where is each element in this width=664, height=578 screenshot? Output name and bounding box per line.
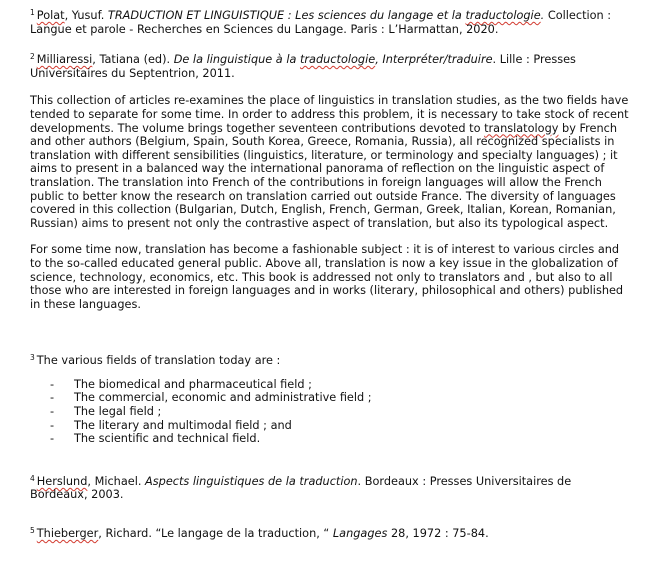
body-paragraph-2: For some time now, translation has become a fashionable subject : it is of interest to various circles and to the so-called educated general public. Above all, translation is now a key issue in the globalization of science, technology, economics, etc. This book is addressed not only to translators and , but also to all those who are interested in foreign languages and in works (literary, philosophical and others) published in these languages. bbox=[30, 243, 624, 311]
footnote-marker: 3 bbox=[30, 353, 35, 363]
list-item: - The literary and multimodal field ; and bbox=[50, 418, 292, 432]
list-item: - The biomedical and pharmaceutical field ; bbox=[50, 377, 312, 391]
misspelled-word[interactable]: Thieberger bbox=[36, 527, 99, 541]
footnote-3-intro: $^3$ The various fields of translation today are : bbox=[30, 353, 281, 368]
misspelled-word[interactable]: translatology bbox=[484, 121, 559, 135]
footnote-marker: 4 bbox=[30, 473, 35, 483]
footnote-marker: 2 bbox=[30, 52, 35, 62]
body-paragraph-1: This collection of articles re-examines the place of linguistics in translation studies, as the two fields have tended to separate for some time. In order to address this problem, it is necessary to take stock of recent developments. The volume brings together seventeen contributions devoted to translatology by French and other authors (Belgium, Spain, South Korea, Greece, Romania, Russia), all recognized specialists in translation with different sensibilities (linguistics, literature, or terminology and specialty languages) ; it aims to present in a balanced way the international panorama of reflection on the linguistic aspect of translation. The translation into French of the contributions in foreign languages will allow the French public to better know the research on translation carried out outside France. The diversity of languages covered in this collection (Bulgarian, Dutch, English, French, German, Greek, Italian, Korean, Romanian, Russian) aims to present not only the contrastive aspect of translation, but also its typological aspect. bbox=[30, 94, 629, 230]
footnote-marker: 1 bbox=[30, 8, 35, 17]
footnote-2: $^2$ Milliaressi, Tatiana (ed). De la linguistique à la traductologie, Interpréter/traduire. Lille : Presses Universitaires du Septentrion, 2011. bbox=[30, 52, 576, 80]
misspelled-word[interactable]: traductologie bbox=[465, 9, 541, 22]
footnote-marker: 5 bbox=[30, 526, 35, 536]
document-page bbox=[30, 6, 630, 555]
translation-fields-list bbox=[30, 378, 630, 446]
list-item: - The commercial, economic and administrative field ; bbox=[50, 391, 372, 405]
reference-title: Aspects linguistiques de la traduction bbox=[145, 474, 358, 488]
misspelled-word[interactable]: Herslund bbox=[36, 474, 88, 488]
reference-title: TRADUCTION ET LINGUISTIQUE : Les sciences du langage et la traductologie. bbox=[107, 9, 545, 22]
footnote-4: $^4$ Herslund, Michael. Aspects linguistiques de la traduction. Bordeaux : Presses Universitaires de Bordeaux, 2003. bbox=[30, 473, 572, 502]
misspelled-word[interactable]: Polat bbox=[36, 9, 65, 22]
reference-title: De la linguistique à la traductologie, Interpréter/traduire bbox=[173, 53, 493, 67]
footnote-5: $^5$ Thieberger, Richard. “Le langage de la traduction, “ Langages 28, 1972 : 75-84. bbox=[30, 526, 489, 541]
footnote-1: $^1$ Polat, Yusuf. TRADUCTION ET LINGUISTIQUE : Les sciences du langage et la traductologie. Collection : Langue et parole - Recherches en Sciences du Langage. Paris : L’Harmattan, 2020. bbox=[30, 8, 612, 36]
reference-title: Langages bbox=[332, 527, 388, 541]
footnote-3 bbox=[30, 351, 630, 446]
misspelled-word[interactable]: Milliaressi bbox=[36, 53, 93, 67]
misspelled-word[interactable]: traductologie bbox=[299, 53, 376, 67]
list-item: - The scientific and technical field. bbox=[50, 432, 261, 446]
list-item: - The legal field ; bbox=[50, 405, 162, 419]
